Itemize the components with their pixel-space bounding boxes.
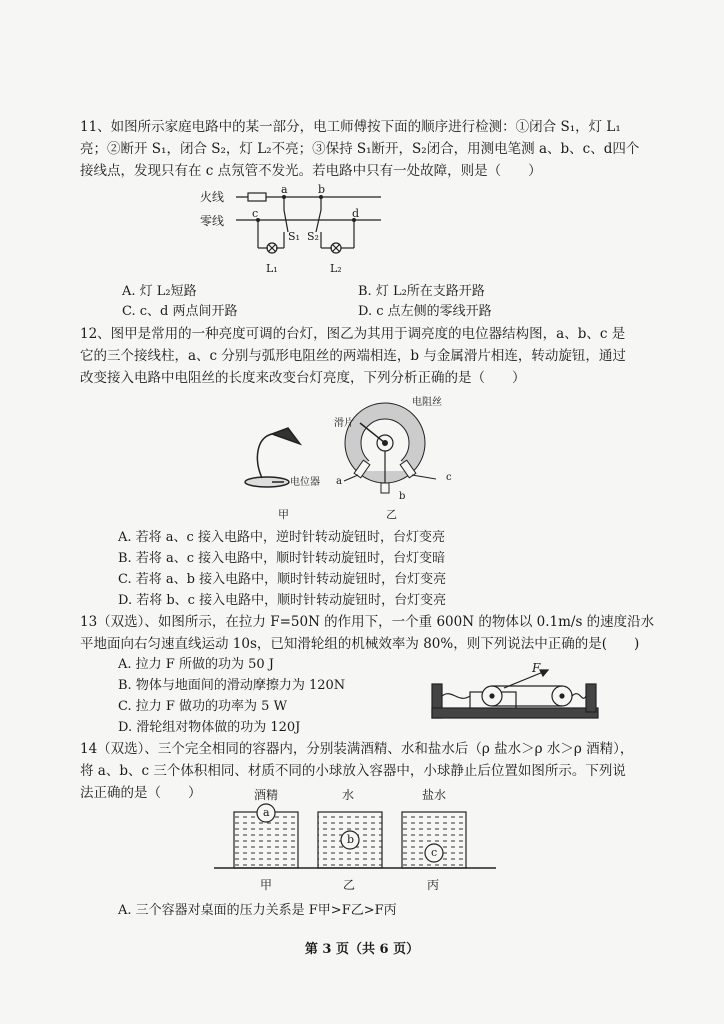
q14-container-bing: 丙 [427, 878, 440, 892]
q13-option-b: B. 物体与地面间的滑动摩擦力为 120N [118, 678, 346, 693]
q14-container-yi: 乙 [343, 878, 356, 892]
q11-point-a: a [281, 183, 288, 196]
q12-line-3: 改变接入电路中电阻丝的长度来改变台灯亮度，下列分析正确的是（ ） [80, 370, 526, 386]
q11-lamp-l2: L₂ [330, 262, 342, 275]
q12-terminal-a: a [336, 476, 342, 487]
q13-line-1: 13（双选）、如图所示，在拉力 F=50N 的作用下，一个重 600N 的物体以 0.1m/s 的速度沿水 [80, 614, 655, 630]
q14-line-3: 法正确的是（ ） [80, 785, 202, 801]
q11-option-a: A. 灯 L₂短路 [122, 284, 197, 299]
q11-switch-s2: S₂ [307, 230, 319, 243]
q11-line-2: 亮；②断开 S₁，闭合 S₂，灯 L₂不亮；③保持 S₁断开，S₂闭合，用测电笔测 a、b、c、d四个 [80, 141, 640, 157]
q14-ball-b: b [347, 833, 355, 846]
q11-option-c: C. c、d 两点间开路 [122, 304, 238, 319]
q14-line-1: 14（双选）、三个完全相同的容器内，分别装满酒精、水和盐水后（ρ 盐水＞ρ 水＞ρ 酒精）， [80, 741, 634, 757]
q12-line-2: 它的三个接线柱，a、c 分别与弧形电阻丝的两端相连，b 与金属滑片相连，转动旋钮，通过 [80, 348, 626, 364]
q13-option-a: A. 拉力 F 所做的功为 50 J [118, 657, 274, 672]
q12-option-a: A. 若将 a、c 接入电路中，逆时针转动旋钮时，台灯变亮 [118, 530, 445, 545]
q13-force-f-label: F [532, 661, 541, 675]
q12-option-c: C. 若将 a、b 接入电路中，顺时针转动旋钮时，台灯变亮 [118, 572, 447, 587]
page-footer: 第 3 页（共 6 页） [304, 942, 420, 957]
q14-ball-c: c [431, 846, 438, 859]
q11-point-c: c [252, 207, 259, 220]
q14-containers-diagram [210, 802, 500, 874]
q12-line-1: 12、图甲是常用的一种亮度可调的台灯，图乙为其用于调亮度的电位器结构图，a、b、c 是 [80, 326, 626, 342]
q11-option-b: B. 灯 L₂所在支路开路 [358, 284, 485, 299]
q12-resistance-wire-label: 电阻丝 [412, 397, 442, 408]
q11-point-b: b [318, 183, 326, 196]
q12-figure-yi: 乙 [386, 508, 397, 521]
q12-terminal-b: b [399, 491, 406, 502]
q14-container-jia: 甲 [260, 878, 273, 892]
q11-line-1: 11、如图所示家庭电路中的某一部分，电工师傅按下面的顺序进行检测：①闭合 S₁，灯 L₁ [80, 119, 621, 135]
q12-option-b: B. 若将 a、c 接入电路中，顺时针转动旋钮时，台灯变暗 [118, 551, 446, 566]
q14-alcohol-label: 酒精 [254, 788, 279, 802]
q13-option-d: D. 滑轮组对物体做的功为 120J [118, 720, 301, 735]
q14-ball-a: a [263, 806, 270, 819]
q12-desk-lamp-figure [232, 420, 312, 500]
q12-terminal-c: c [446, 472, 452, 483]
q13-pulley-diagram [430, 664, 600, 720]
q14-option-a: A. 三个容器对桌面的压力关系是 F甲>F乙>F丙 [118, 903, 397, 918]
q12-slider-label: 滑片 [334, 418, 354, 429]
q11-lamp-l1: L₁ [266, 262, 278, 275]
q12-option-d: D. 若将 b、c 接入电路中，顺时针转动旋钮时，台灯变亮 [118, 593, 447, 608]
q14-line-2: 将 a、b、c 三个体积相同、材质不同的小球放入容器中，小球静止后位置如图所示。下列说 [80, 763, 626, 779]
q14-water-label: 水 [342, 788, 355, 802]
q11-point-d: d [352, 207, 360, 220]
q14-brine-label: 盐水 [422, 788, 447, 802]
q11-switch-s1: S₁ [288, 230, 300, 243]
q13-line-2: 平地面向右匀速直线运动 10s，已知滑轮组的机械效率为 80%，则下列说法中正确的是( ) [80, 636, 640, 652]
q11-neutral-wire-label: 零线 [200, 214, 225, 228]
q11-option-d: D. c 点左侧的零线开路 [358, 304, 492, 319]
q12-potentiometer-structure [340, 395, 450, 505]
q12-potentiometer-label: 电位器 [290, 477, 320, 488]
q11-live-wire-label: 火线 [200, 190, 225, 204]
q13-option-c: C. 拉力 F 做功的功率为 5 W [118, 699, 287, 714]
q11-line-3: 接线点，发现只有在 c 点氖管不发光。若电路中只有一处故障，则是（ ） [80, 163, 542, 179]
q12-figure-jia: 甲 [278, 508, 289, 521]
